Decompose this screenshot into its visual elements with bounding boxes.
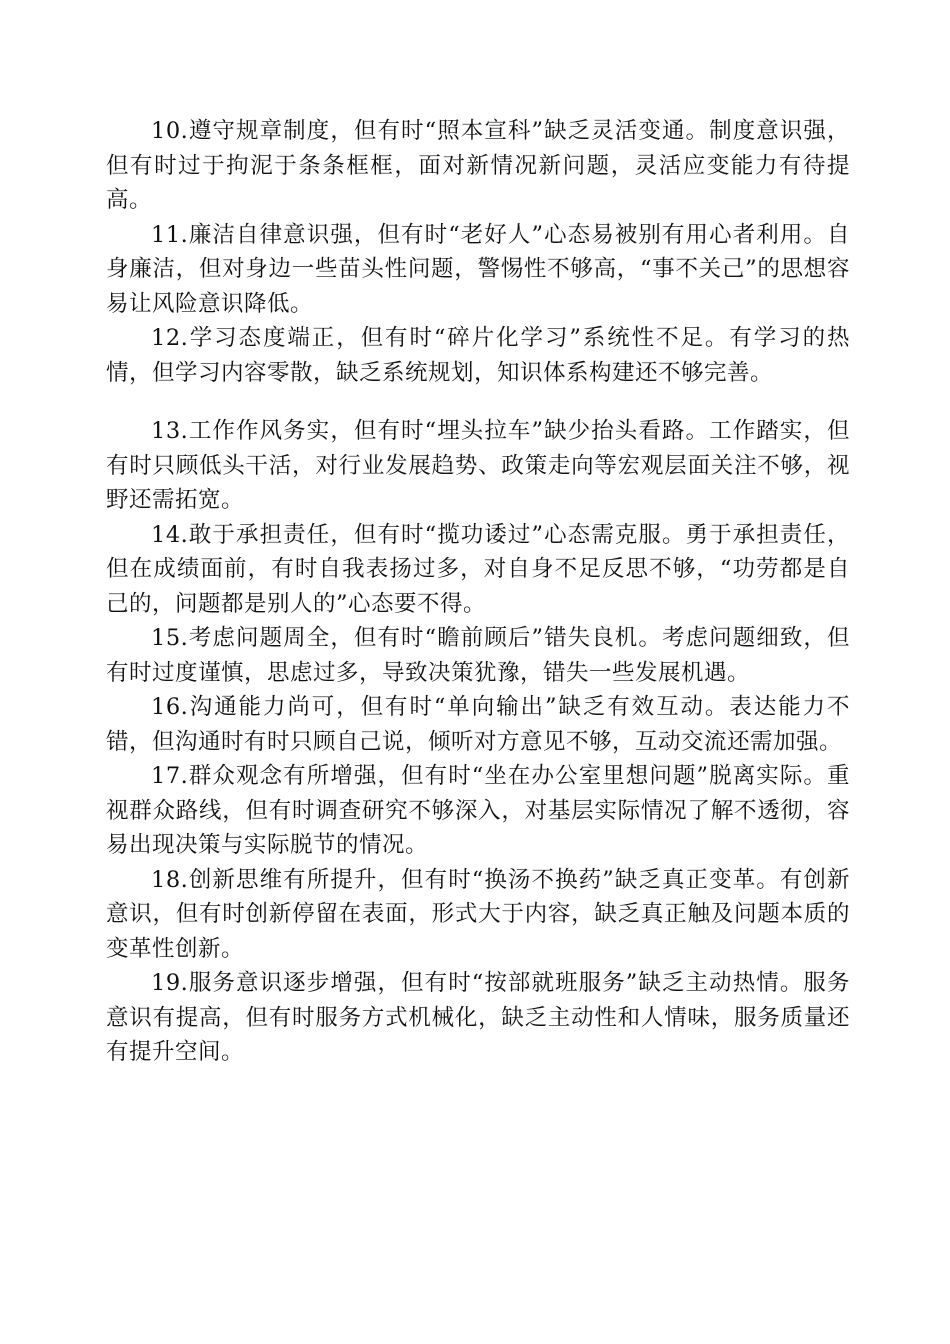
paragraph-item-19: 19.服务意识逐步增强，但有时“按部就班服务”缺乏主动热情。服务意识有提高，但有时服务方式机械化，缺乏主动性和人情味，服务质量还有提升空间。 bbox=[106, 970, 850, 1065]
paragraph-item-16: 16.沟通能力尚可，但有时“单向输出”缺乏有效互动。表达能力不错，但沟通时有时只顾自己说，倾听对方意见不够，互动交流还需加强。 bbox=[106, 694, 850, 755]
document-body bbox=[106, 114, 850, 1070]
paragraph-item-10: 10.遵守规章制度，但有时“照本宣科”缺乏灵活变通。制度意识强，但有时过于拘泥于条条框框，面对新情况新问题，灵活应变能力有待提高。 bbox=[106, 118, 850, 213]
paragraph-item-11: 11.廉洁自律意识强，但有时“老好人”心态易被别有用心者利用。自身廉洁，但对身边一些苗头性问题，警惕性不够高，“事不关己”的思想容易让风险意识降低。 bbox=[106, 221, 850, 317]
paragraph-item-15: 15.考虑问题周全，但有时“瞻前顾后”错失良机。考虑问题细致，但有时过度谨慎，思虑过多，导致决策犹豫，错失一些发展机遇。 bbox=[106, 625, 850, 686]
paragraph-item-17: 17.群众观念有所增强，但有时“坐在办公室里想问题”脱离实际。重视群众路线，但有时调查研究不够深入，对基层实际情况了解不透彻，容易出现决策与实际脱节的情况。 bbox=[106, 763, 850, 858]
paragraph-item-13: 13.工作作风务实，但有时“埋头拉车”缺少抬头看路。工作踏实，但有时只顾低头干活，对行业发展趋势、政策走向等宏观层面关注不够，视野还需拓宽。 bbox=[106, 418, 850, 513]
paragraph-item-18: 18.创新思维有所提升，但有时“换汤不换药”缺乏真正变革。有创新意识，但有时创新停留在表面，形式大于内容，缺乏真正触及问题本质的变革性创新。 bbox=[106, 866, 850, 962]
paragraph-item-14: 14.敢于承担责任，但有时“揽功诿过”心态需克服。勇于承担责任，但在成绩面前，有时自我表扬过多，对自身不足反思不够，“功劳都是自己的，问题都是别人的”心态要不得。 bbox=[106, 521, 850, 617]
paragraph-item-12: 12.学习态度端正，但有时“碎片化学习”系统性不足。有学习的热情，但学习内容零散，缺乏系统规划，知识体系构建还不够完善。 bbox=[106, 325, 850, 386]
